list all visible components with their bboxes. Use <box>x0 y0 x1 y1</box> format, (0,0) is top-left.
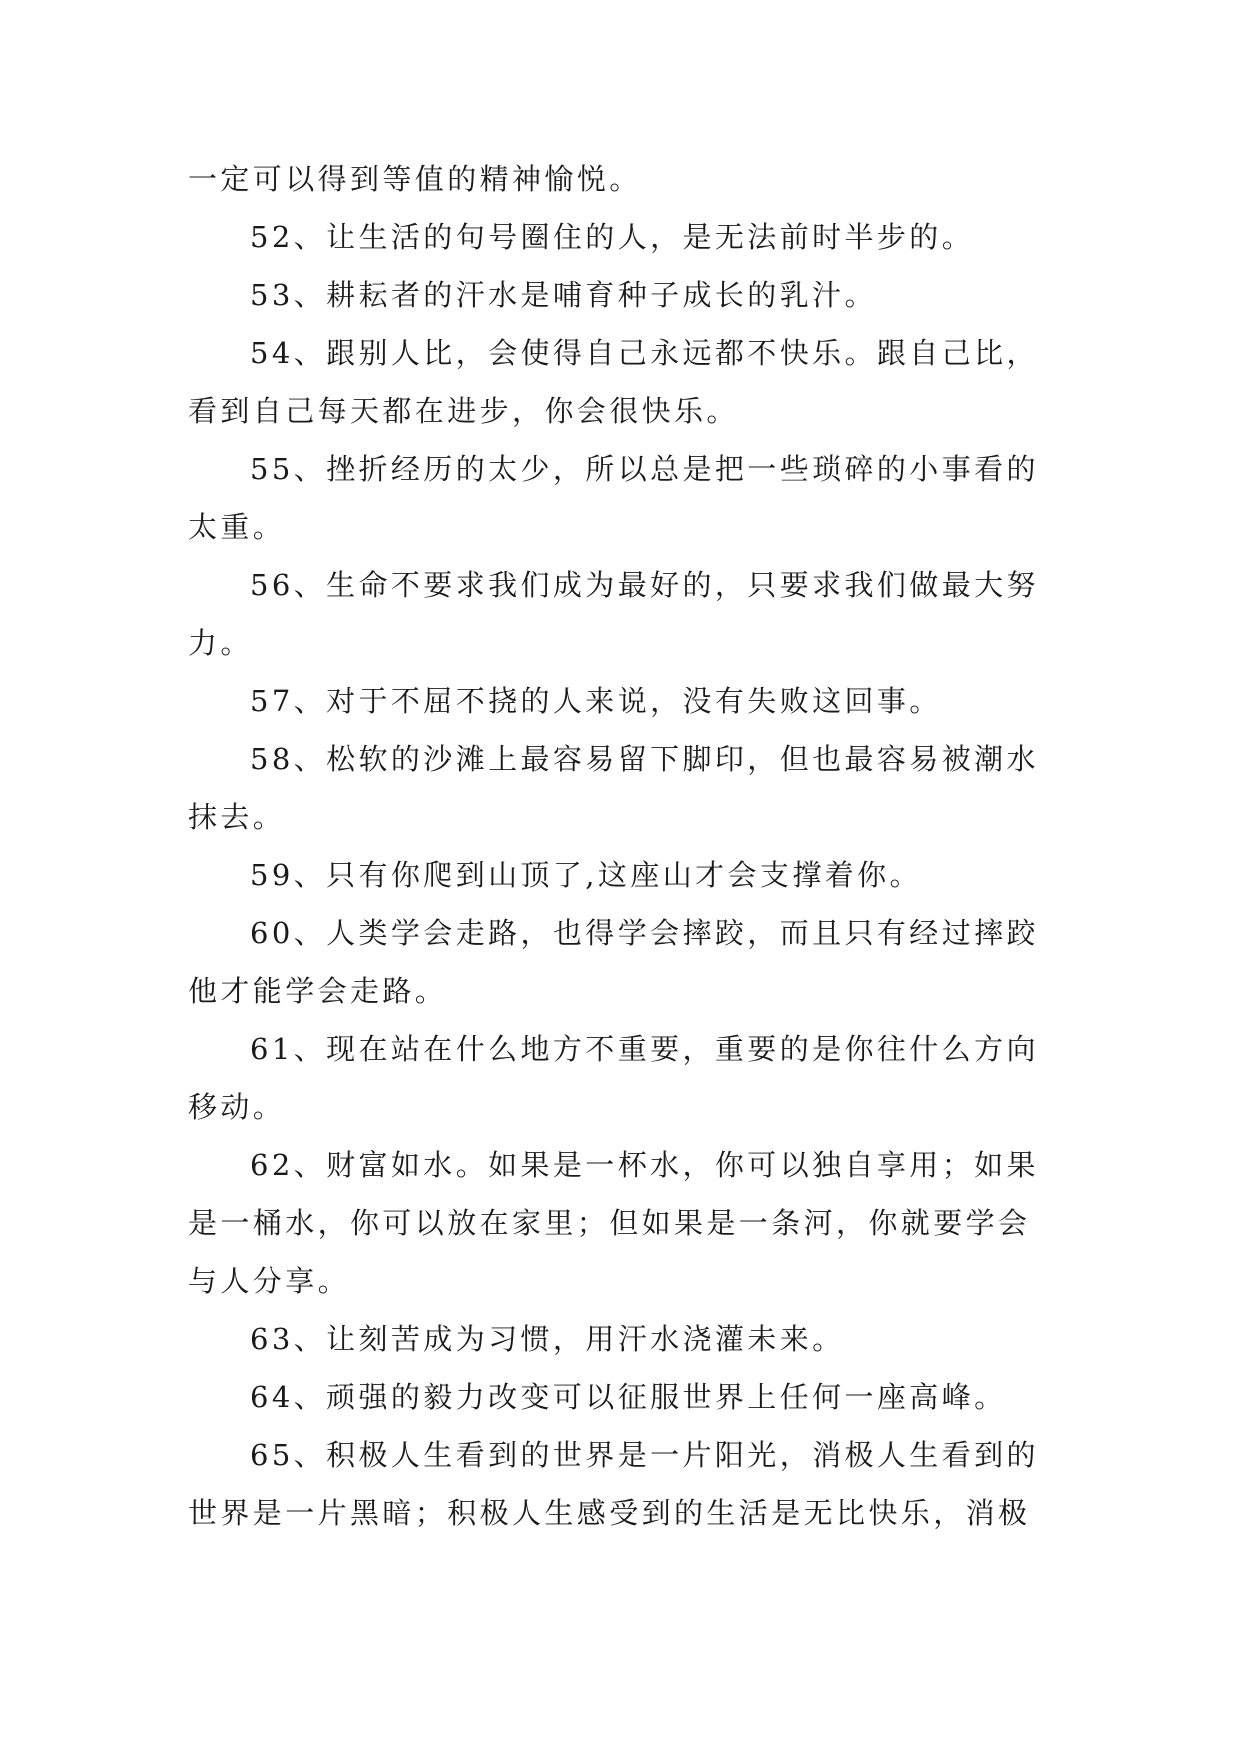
paragraph-54: 54、跟别人比，会使得自己永远都不快乐。跟自己比，看到自己每天都在进步，你会很快乐。 <box>188 336 1039 428</box>
paragraph-56: 56、生命不要求我们成为最好的，只要求我们做最大努力。 <box>188 568 1039 660</box>
paragraph-65: 65、积极人生看到的世界是一片阳光，消极人生看到的世界是一片黑暗；积极人生感受到的生活是无比快乐，消极 <box>188 1438 1039 1530</box>
paragraph-continuation: 一定可以得到等值的精神愉悦。 <box>188 162 642 196</box>
paragraph-64: 64、顽强的毅力改变可以征服世界上任何一座高峰。 <box>250 1380 1007 1414</box>
paragraph-62: 62、财富如水。如果是一杯水，你可以独自享用；如果是一桶水，你可以放在家里；但如果是一条河，你就要学会与人分享。 <box>188 1148 1039 1298</box>
paragraph-63: 63、让刻苦成为习惯，用汗水浇灌未来。 <box>250 1322 845 1356</box>
paragraph-53: 53、耕耘者的汗水是哺育种子成长的乳汁。 <box>250 278 877 312</box>
document-body <box>188 150 1050 1542</box>
paragraph-55: 55、挫折经历的太少，所以总是把一些琐碎的小事看的太重。 <box>188 452 1039 544</box>
paragraph-60: 60、人类学会走路，也得学会摔跤，而且只有经过摔跤他才能学会走路。 <box>188 916 1039 1008</box>
paragraph-57: 57、对于不屈不挠的人来说，没有失败这回事。 <box>250 684 942 718</box>
paragraph-58: 58、松软的沙滩上最容易留下脚印，但也最容易被潮水抹去。 <box>188 742 1039 834</box>
paragraph-52: 52、让生活的句号圈住的人，是无法前时半步的。 <box>250 220 975 254</box>
paragraph-61: 61、现在站在什么地方不重要，重要的是你往什么方向移动。 <box>188 1032 1039 1124</box>
paragraph-59: 59、只有你爬到山顶了,这座山才会支撑着你。 <box>250 858 922 892</box>
